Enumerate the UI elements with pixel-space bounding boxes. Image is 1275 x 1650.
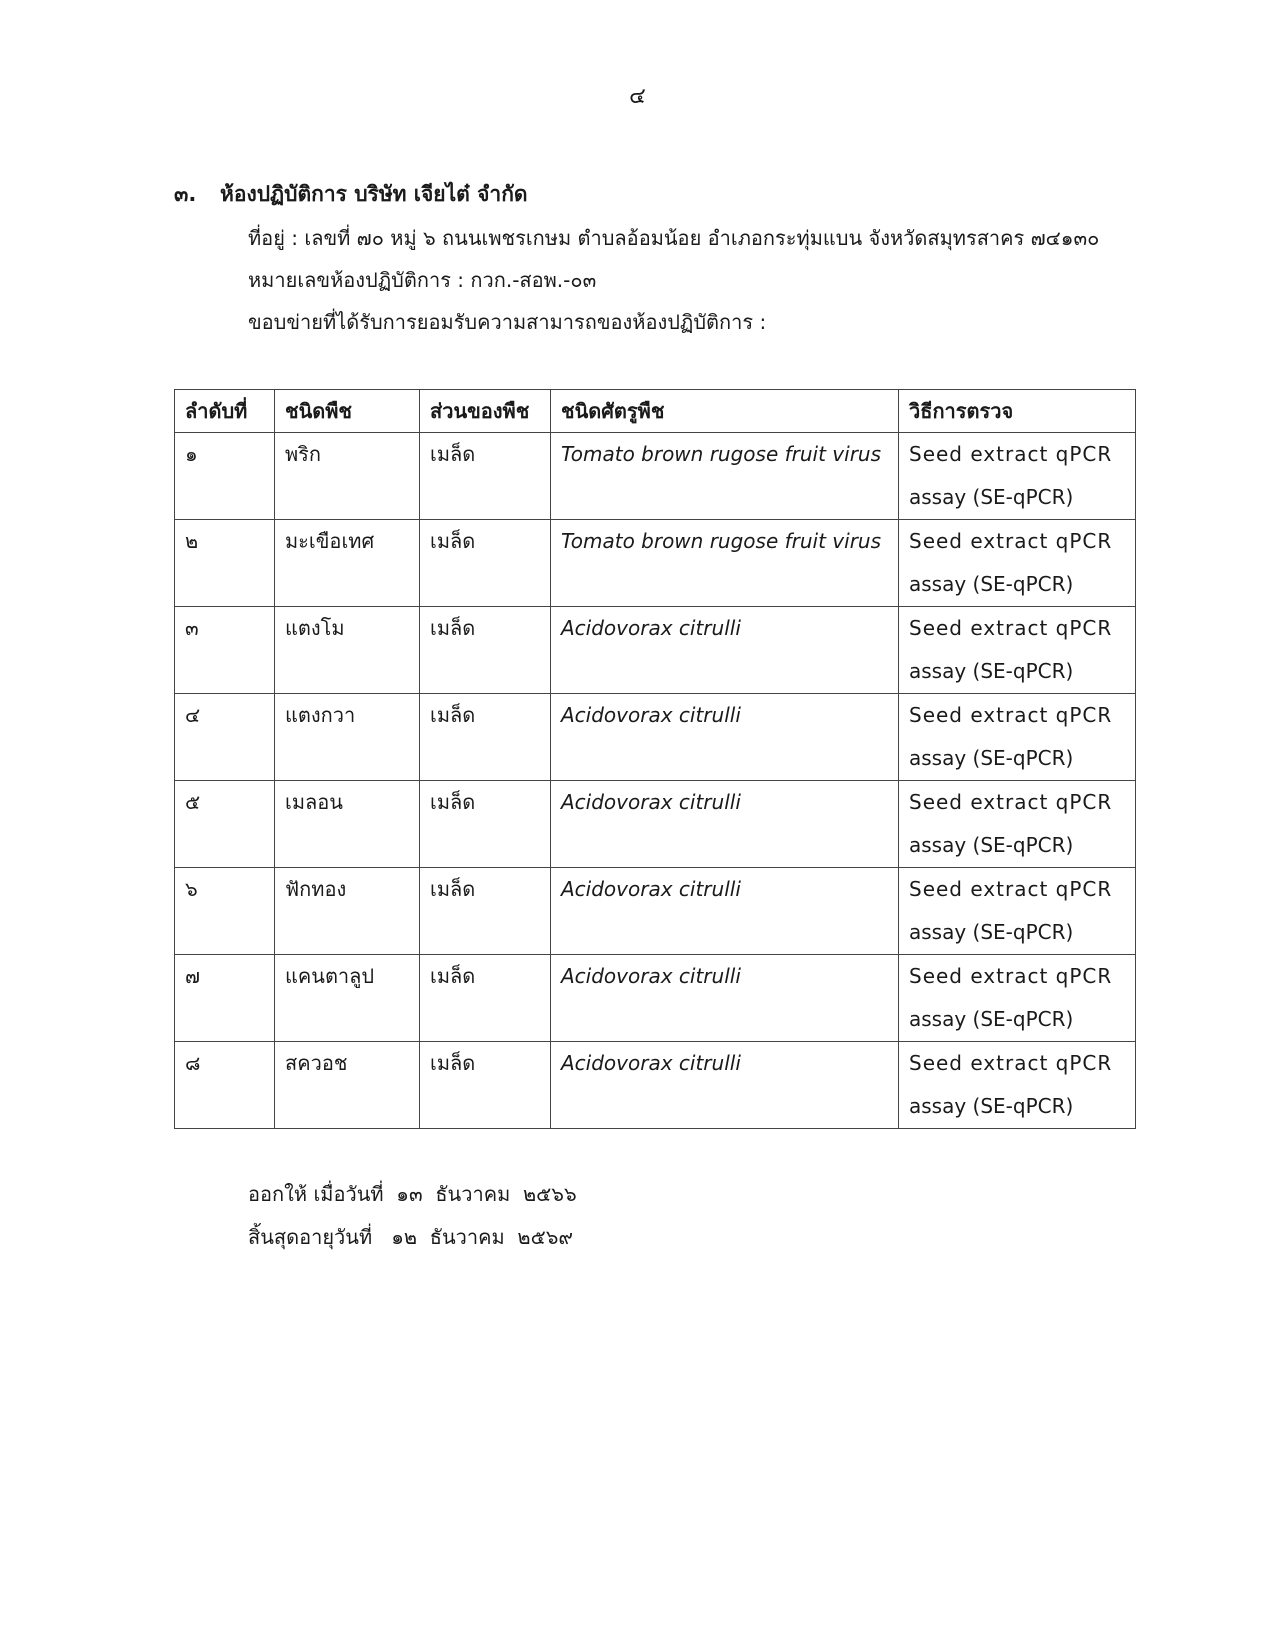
cell-part: เมล็ด <box>420 1042 551 1129</box>
expiry-date-line: สิ้นสุดอายุวันที่ ๑๒ ธันวาคม ๒๕๖๙ <box>248 1225 574 1249</box>
cell-pest: Acidovorax citrulli <box>551 1042 899 1129</box>
table-row <box>175 520 1136 607</box>
cell-method <box>899 868 1136 955</box>
cell-plant: แคนตาลูป <box>275 955 420 1042</box>
method-line-2: assay (SE-qPCR) <box>909 746 1074 770</box>
section-title: ห้องปฏิบัติการ บริษัท เจียไต๋ จำกัด <box>220 182 528 206</box>
lab-number-line: หมายเลขห้องปฏิบัติการ : กวก.-สอพ.-๐๓ <box>248 268 597 292</box>
cell-no: ๓ <box>175 607 275 694</box>
cell-no: ๑ <box>175 433 275 520</box>
header-part: ส่วนของพืช <box>420 390 551 433</box>
method-line-2: assay (SE-qPCR) <box>909 920 1074 944</box>
address-line: ที่อยู่ : เลขที่ ๗๐ หมู่ ๖ ถนนเพชรเกษม ตำบลอ้อมน้อย อำเภอกระทุ่มแบน จังหวัดสมุทรสาคร ๗๔๑๓๐ <box>248 226 1100 250</box>
cell-method <box>899 1042 1136 1129</box>
cell-plant: แตงโม <box>275 607 420 694</box>
cell-plant: สควอช <box>275 1042 420 1129</box>
header-no: ลำดับที่ <box>175 390 275 433</box>
section-heading <box>174 178 528 211</box>
method-line-2: assay (SE-qPCR) <box>909 659 1074 683</box>
method-line-1: Seed extract qPCR <box>909 616 1113 640</box>
cell-no: ๖ <box>175 868 275 955</box>
cell-pest: Acidovorax citrulli <box>551 607 899 694</box>
table-row <box>175 955 1136 1042</box>
method-line-1: Seed extract qPCR <box>909 442 1113 466</box>
cell-method <box>899 433 1136 520</box>
issued-date-line: ออกให้ เมื่อวันที่ ๑๓ ธันวาคม ๒๕๖๖ <box>248 1182 577 1206</box>
method-line-1: Seed extract qPCR <box>909 877 1113 901</box>
cell-part: เมล็ด <box>420 607 551 694</box>
cell-pest: Tomato brown rugose fruit virus <box>551 433 899 520</box>
cell-plant: เมลอน <box>275 781 420 868</box>
scope-label: ขอบข่ายที่ได้รับการยอมรับความสามารถของห้องปฏิบัติการ : <box>248 310 767 334</box>
method-line-1: Seed extract qPCR <box>909 1051 1113 1075</box>
cell-part: เมล็ด <box>420 520 551 607</box>
header-method: วิธีการตรวจ <box>899 390 1136 433</box>
method-line-2: assay (SE-qPCR) <box>909 833 1074 857</box>
cell-plant: พริก <box>275 433 420 520</box>
cell-plant: ฟักทอง <box>275 868 420 955</box>
page-number: ๔ <box>629 84 646 109</box>
cell-pest: Tomato brown rugose fruit virus <box>551 520 899 607</box>
cell-no: ๕ <box>175 781 275 868</box>
table-row <box>175 868 1136 955</box>
section-number: ๓. <box>174 182 197 206</box>
cell-no: ๗ <box>175 955 275 1042</box>
cell-pest: Acidovorax citrulli <box>551 955 899 1042</box>
cell-plant: มะเขือเทศ <box>275 520 420 607</box>
cell-method <box>899 781 1136 868</box>
cell-pest: Acidovorax citrulli <box>551 694 899 781</box>
cell-plant: แตงกวา <box>275 694 420 781</box>
table-row <box>175 607 1136 694</box>
cell-pest: Acidovorax citrulli <box>551 868 899 955</box>
cell-part: เมล็ด <box>420 868 551 955</box>
table-row <box>175 433 1136 520</box>
cell-no: ๔ <box>175 694 275 781</box>
header-plant: ชนิดพืช <box>275 390 420 433</box>
header-pest: ชนิดศัตรูพืช <box>551 390 899 433</box>
cell-method <box>899 520 1136 607</box>
method-line-1: Seed extract qPCR <box>909 790 1113 814</box>
cell-part: เมล็ด <box>420 694 551 781</box>
method-line-2: assay (SE-qPCR) <box>909 572 1074 596</box>
method-line-2: assay (SE-qPCR) <box>909 1007 1074 1031</box>
cell-part: เมล็ด <box>420 955 551 1042</box>
cell-no: ๘ <box>175 1042 275 1129</box>
method-line-2: assay (SE-qPCR) <box>909 485 1074 509</box>
table-row <box>175 781 1136 868</box>
table-header-row <box>175 390 1136 433</box>
cell-part: เมล็ด <box>420 433 551 520</box>
cell-part: เมล็ด <box>420 781 551 868</box>
table-row <box>175 1042 1136 1129</box>
method-line-1: Seed extract qPCR <box>909 529 1113 553</box>
cell-method <box>899 607 1136 694</box>
cell-pest: Acidovorax citrulli <box>551 781 899 868</box>
cell-no: ๒ <box>175 520 275 607</box>
scope-table <box>174 389 1136 1129</box>
method-line-2: assay (SE-qPCR) <box>909 1094 1074 1118</box>
table-row <box>175 694 1136 781</box>
method-line-1: Seed extract qPCR <box>909 703 1113 727</box>
cell-method <box>899 694 1136 781</box>
cell-method <box>899 955 1136 1042</box>
method-line-1: Seed extract qPCR <box>909 964 1113 988</box>
